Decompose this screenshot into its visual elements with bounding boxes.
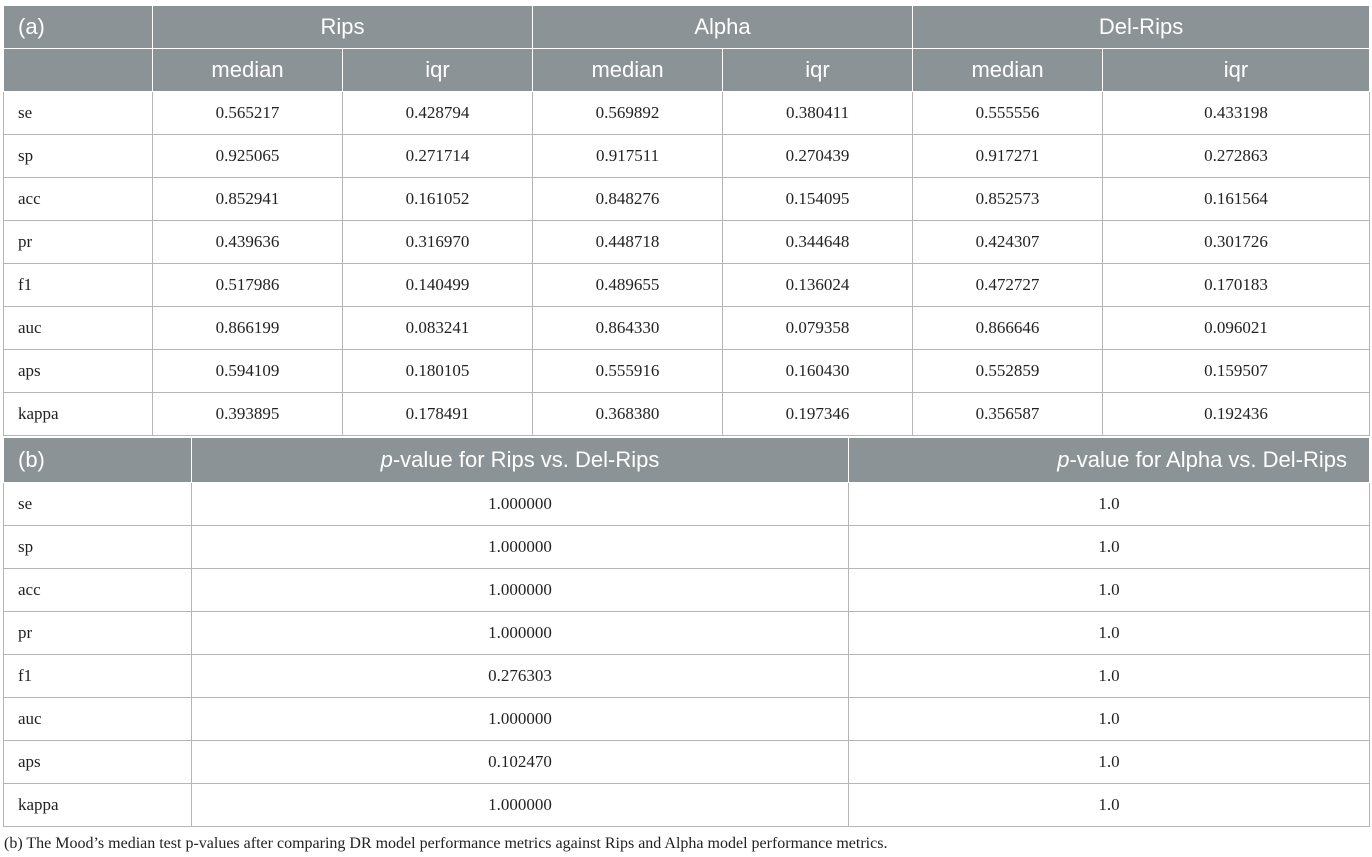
table-row (4, 655, 1370, 698)
table-footnote: (b) The Mood’s median test p-values after comparing DR model performance metrics against Rips and Alpha model performance metrics. (4, 835, 888, 852)
table-row (4, 221, 1370, 264)
row-metric-label: auc (4, 307, 153, 350)
table-cell: 0.565217 (153, 92, 343, 135)
table-row (4, 698, 1370, 741)
subheader-del-rips-median: median (913, 49, 1103, 92)
table-cell: 1.0 (849, 483, 1370, 526)
table-cell: 0.555556 (913, 92, 1103, 135)
table-cell: 0.428794 (343, 92, 533, 135)
table-cell: 0.552859 (913, 350, 1103, 393)
table-cell: 0.848276 (533, 178, 723, 221)
table-cell: 0.160430 (723, 350, 913, 393)
p-italic: p (380, 447, 393, 472)
table-cell: 0.178491 (343, 393, 533, 436)
header-rips-vs-del-rips (192, 438, 849, 483)
table-cell: 0.472727 (913, 264, 1103, 307)
table-cell: 0.917511 (533, 135, 723, 178)
table-cell: 0.270439 (723, 135, 913, 178)
subheader-rips-iqr: iqr (343, 49, 533, 92)
table-cell: 1.0 (849, 698, 1370, 741)
row-metric-label: aps (4, 350, 153, 393)
row-metric-label: acc (4, 178, 153, 221)
table-row (4, 350, 1370, 393)
table-b-label: (b) (4, 438, 192, 483)
table-a-label: (a) (4, 6, 153, 49)
table-row (4, 135, 1370, 178)
table-cell: 0.517986 (153, 264, 343, 307)
table-cell: 0.170183 (1103, 264, 1370, 307)
table-cell: 1.0 (849, 784, 1370, 827)
row-metric-label: pr (4, 221, 153, 264)
row-metric-label: kappa (4, 393, 153, 436)
header-text: -value for Rips vs. Del-Rips (392, 447, 660, 472)
table-cell: 0.917271 (913, 135, 1103, 178)
row-metric-label: auc (4, 698, 192, 741)
row-metric-label: pr (4, 612, 192, 655)
table-row (4, 784, 1370, 827)
table-cell: 0.180105 (343, 350, 533, 393)
table-cell: 0.866199 (153, 307, 343, 350)
table-cell: 0.356587 (913, 393, 1103, 436)
row-metric-label: f1 (4, 655, 192, 698)
subheader-alpha-iqr: iqr (723, 49, 913, 92)
table-cell: 0.439636 (153, 221, 343, 264)
table-cell: 1.000000 (192, 483, 849, 526)
table-row (4, 569, 1370, 612)
table-row (4, 612, 1370, 655)
table-cell: 0.276303 (192, 655, 849, 698)
table-cell: 0.866646 (913, 307, 1103, 350)
group-header-alpha: Alpha (533, 6, 913, 49)
pvalue-table-b (3, 437, 1370, 827)
table-cell: 0.344648 (723, 221, 913, 264)
table-cell: 1.000000 (192, 569, 849, 612)
p-italic: p (1057, 447, 1070, 472)
table-row (4, 264, 1370, 307)
subheader-del-rips-iqr: iqr (1103, 49, 1370, 92)
table-cell: 0.925065 (153, 135, 343, 178)
table-cell: 0.192436 (1103, 393, 1370, 436)
table-cell: 1.000000 (192, 698, 849, 741)
table-cell: 0.569892 (533, 92, 723, 135)
table-cell: 0.424307 (913, 221, 1103, 264)
table-row (4, 92, 1370, 135)
table-cell: 1.000000 (192, 612, 849, 655)
row-metric-label: sp (4, 526, 192, 569)
table-row (4, 741, 1370, 784)
table-cell: 0.083241 (343, 307, 533, 350)
table-cell: 0.864330 (533, 307, 723, 350)
header-alpha-vs-del-rips (849, 438, 1370, 483)
row-metric-label: sp (4, 135, 153, 178)
table-cell: 0.140499 (343, 264, 533, 307)
table-cell: 1.0 (849, 569, 1370, 612)
table-cell: 0.380411 (723, 92, 913, 135)
table-row (4, 307, 1370, 350)
row-metric-label: acc (4, 569, 192, 612)
table-cell: 0.555916 (533, 350, 723, 393)
header-text: -value for Alpha vs. Del-Rips (1069, 447, 1347, 472)
table-cell: 0.852573 (913, 178, 1103, 221)
table-cell: 0.154095 (723, 178, 913, 221)
table-cell: 0.489655 (533, 264, 723, 307)
group-header-rips: Rips (153, 6, 533, 49)
table-cell: 0.159507 (1103, 350, 1370, 393)
table-cell: 0.433198 (1103, 92, 1370, 135)
table-cell: 0.301726 (1103, 221, 1370, 264)
table-cell: 1.0 (849, 612, 1370, 655)
subheader-rips-median: median (153, 49, 343, 92)
row-metric-label: se (4, 92, 153, 135)
table-cell: 1.0 (849, 741, 1370, 784)
table-cell: 0.197346 (723, 393, 913, 436)
row-metric-label: se (4, 483, 192, 526)
table-cell: 0.102470 (192, 741, 849, 784)
table-cell: 0.316970 (343, 221, 533, 264)
subheader-alpha-median: median (533, 49, 723, 92)
table-cell: 0.161564 (1103, 178, 1370, 221)
table-cell: 1.0 (849, 526, 1370, 569)
table-cell: 0.368380 (533, 393, 723, 436)
table-cell: 0.852941 (153, 178, 343, 221)
table-cell: 0.271714 (343, 135, 533, 178)
table-row (4, 526, 1370, 569)
table-row (4, 178, 1370, 221)
table-cell: 1.000000 (192, 784, 849, 827)
table-cell: 0.594109 (153, 350, 343, 393)
table-cell: 0.079358 (723, 307, 913, 350)
table-cell: 0.096021 (1103, 307, 1370, 350)
row-metric-label: f1 (4, 264, 153, 307)
metrics-table-a (3, 5, 1370, 436)
table-cell: 0.393895 (153, 393, 343, 436)
table-cell: 0.272863 (1103, 135, 1370, 178)
table-cell: 0.161052 (343, 178, 533, 221)
group-header-del-rips: Del-Rips (913, 6, 1370, 49)
row-metric-label: aps (4, 741, 192, 784)
table-cell: 1.0 (849, 655, 1370, 698)
table-cell: 0.448718 (533, 221, 723, 264)
table-row (4, 483, 1370, 526)
subheader-empty (4, 49, 153, 92)
table-cell: 0.136024 (723, 264, 913, 307)
table-row (4, 393, 1370, 436)
row-metric-label: kappa (4, 784, 192, 827)
table-cell: 1.000000 (192, 526, 849, 569)
